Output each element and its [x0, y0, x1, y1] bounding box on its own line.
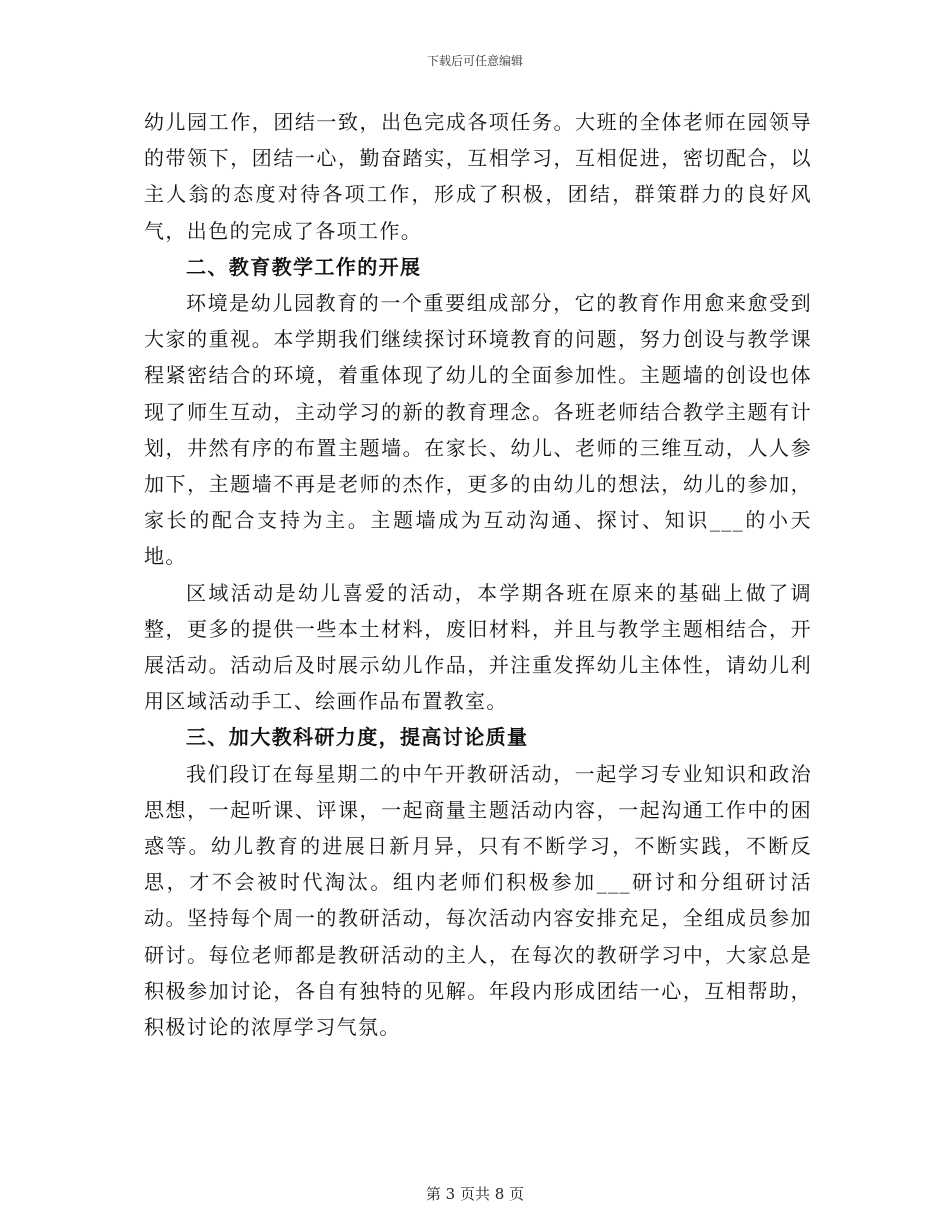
section-heading-teaching: 二、教育教学工作的开展	[186, 254, 422, 279]
page-number: 第 3 页共 8 页	[425, 1185, 525, 1203]
page-header-note: 下载后可任意编辑	[426, 54, 523, 68]
section-heading-research: 三、加大教科研力度，提高讨论质量	[186, 725, 529, 750]
paragraph-research: 我们段订在每星期二的中午开教研活动，一起学习专业知识和政治思想，一起听课、评课，一起商量主题活动内容，一起沟通工作中的困惑等。幼儿教育的进展日新月异，只有不断学习，不断实践，不断反思，才不会被时代淘汰。组内老师们积极参加___研讨和分组研讨活动。坚持每个周一的教研活动，每次活动内容安排充足，全组成员参加研讨。每位老师都是教研活动的主人，在每次的教研学习中，大家总是积极参加讨论，各自有独特的见解。年段内形成团结一心，互相帮助，积极讨论的浓厚学习气氛。	[144, 761, 812, 1040]
paragraph-intro-continued: 幼儿园工作，团结一致，出色完成各项任务。大班的全体老师在园领导的带领下，团结一心，勤奋踏实，互相学习，互相促进，密切配合，以主人翁的态度对待各项工作，形成了积极，团结，群策群力的良好风气，出色的完成了各项工作。	[144, 110, 812, 243]
paragraph-area-activities: 区域活动是幼儿喜爱的活动，本学期各班在原来的基础上做了调整，更多的提供一些本土材料，废旧材料，并且与教学主题相结合，开展活动。活动后及时展示幼儿作品，并注重发挥幼儿主体性，请幼儿利用区域活动手工、绘画作品布置教室。	[144, 580, 812, 714]
paragraph-environment: 环境是幼儿园教育的一个重要组成部分，它的教育作用愈来愈受到大家的重视。本学期我们继续探讨环境教育的问题，努力创设与教学课程紧密结合的环境，着重体现了幼儿的全面参加性。主题墙的创设也体现了师生互动，主动学习的新的教育理念。各班老师结合教学主题有计划，井然有序的布置主题墙。在家长、幼儿、老师的三维互动，人人参加下，主题墙不再是老师的杰作，更多的由幼儿的想法，幼儿的参加，家长的配合支持为主。主题墙成为互动沟通、探讨、知识___的小天地。	[144, 291, 812, 569]
document-body	[144, 104, 812, 1045]
